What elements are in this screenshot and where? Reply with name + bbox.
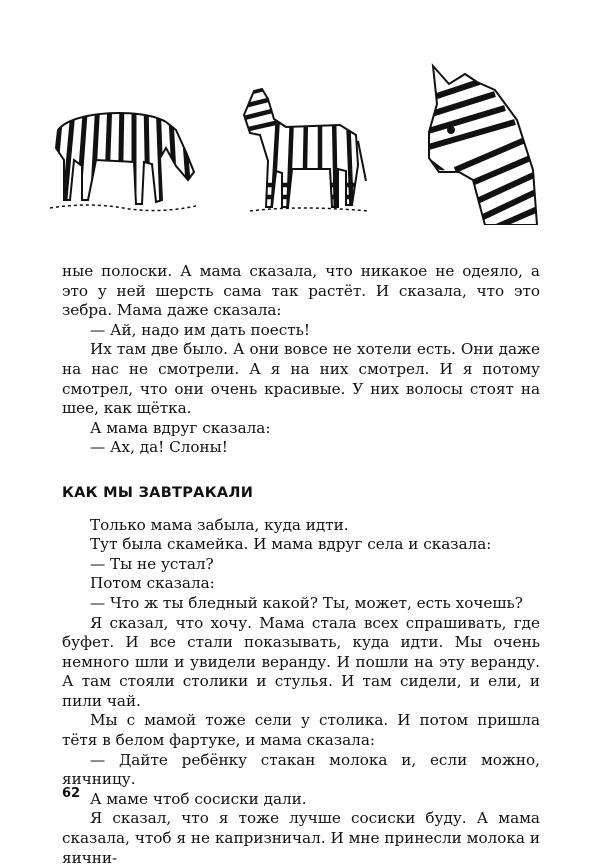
body-text (62, 262, 540, 868)
paragraph: Их там две было. А они вовсе не хотели есть. Они даже на нас не смотрели. А я на них смотрел. И я потому смотрел, что они очень красивые. У них волосы стоят на шее, как щётка. (62, 340, 540, 418)
paragraph: Тут была скамейка. И мама вдруг села и сказала: (90, 535, 492, 554)
paragraph: Я сказал, что я тоже лучше сосиски буду. А мама сказала, чтоб я не капризничал. И мне принесли молока и яични- (62, 809, 540, 867)
paragraph: — Дайте ребёнку стакан молока и, если можно, яичницу. (62, 750, 540, 789)
zebra-head-illustration (425, 60, 540, 225)
paragraph: Только мама забыла, куда идти. (90, 515, 349, 534)
zebra-illustrations (0, 55, 600, 230)
paragraph: Потом сказала: (90, 574, 215, 593)
page-number: 62 (62, 786, 81, 801)
paragraph: — Ты не устал? (90, 554, 214, 573)
paragraph: Я сказал, что хочу. Мама стала всех спрашивать, где буфет. И все стали показывать, куда идти. Мы очень немного шли и увидели веранду. И пошли на эту веранду. А там стояли столики и стулья. И там сидели, и ели, и пили чай. (62, 613, 540, 710)
paragraph: ные полоски. А мама сказала, что никакое не одеяло, а это у ней шерсть сама так растёт. И сказала, что это зебра. Мама даже сказала: (62, 262, 540, 320)
paragraph: — Ах, да! Слоны! (90, 438, 228, 457)
paragraph: — Что ж ты бледный какой? Ты, может, есть хочешь? (90, 593, 523, 612)
zebra-standing-illustration (240, 85, 375, 220)
paragraph: — Ай, надо им дать поесть! (90, 320, 310, 339)
section-heading: КАК МЫ ЗАВТРАКАЛИ (62, 484, 254, 501)
zebra-grazing-illustration (48, 100, 198, 220)
paragraph: А маме чтоб сосиски дали. (90, 789, 307, 808)
paragraph: Мы с мамой тоже сели у столика. И потом пришла тётя в белом фартуке, и мама сказала: (62, 711, 540, 750)
paragraph: А мама вдруг сказала: (90, 418, 271, 437)
